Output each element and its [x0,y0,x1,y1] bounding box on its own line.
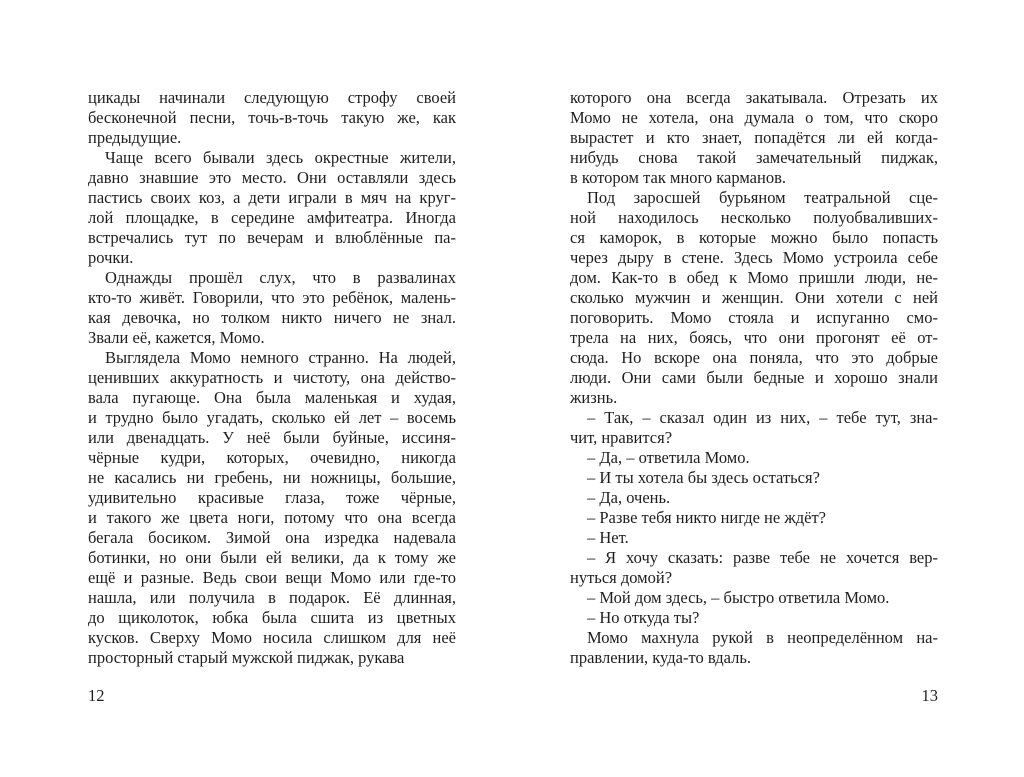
text-line: – И ты хотела бы здесь остаться? [587,468,820,487]
text-line: – Да, – ответила Момо. [587,448,750,467]
text-line: нибудь снова такой замечательный пиджак, [570,148,938,167]
text-line: просторный старый мужской пиджак, рукава [88,648,405,667]
text-line: поговорить. Момо стояла и испуганно смо- [570,308,938,327]
text-line: Однажды прошёл слух, что в развалинах [105,268,456,287]
paragraph [570,488,938,508]
text-line: которого она всегда закатывала. Отрезать их [570,88,938,107]
text-line: дом. Как-то в обед к Момо пришли люди, не- [570,268,938,287]
text-line: ценивших аккуратность и чистоту, она действо- [88,368,456,387]
text-line: чёрные кудри, которых, очевидно, никогда [88,448,456,467]
text-line: Чаще всего бывали здесь окрестные жители, [105,148,456,167]
text-line: вала пугающе. Она была маленькая и худая, [88,388,456,407]
text-line: вырастет и кто знает, попадётся ли ей когда- [570,128,938,147]
text-line: чит, нравится? [570,428,673,447]
text-line: сюда. Но вскоре она поняла, что это добрые [570,348,938,367]
text-line: – Мой дом здесь, – быстро ответила Момо. [587,588,890,607]
text-line: Момо махнула рукой в неопределённом на- [587,628,938,647]
text-line: Выглядела Момо немного странно. На людей, [105,348,456,367]
text-line: Звали её, кажется, Момо. [88,328,265,347]
text-line: – Да, очень. [587,488,671,507]
text-line: люди. Они сами были бедные и хорошо знали [570,368,938,387]
paragraph [570,88,938,188]
paragraph [570,588,938,608]
text-line: через дыру в стене. Здесь Момо устроила себе [570,248,938,267]
text-line: или двенадцать. У неё были буйные, иссиня- [88,428,456,447]
text-line: пастись своих коз, а дети играли в мяч на круг- [88,188,456,207]
text-line: – Так, – сказал один из них, – тебе тут, зна- [587,408,938,427]
text-line: не касались ни гребень, ни ножницы, большие, [88,468,456,487]
text-line: кусков. Сверху Момо носила слишком для неё [88,628,456,647]
page-left-number: 12 [88,686,105,705]
text-line: до щиколоток, юбка была сшита из цветных [88,608,456,627]
text-line: жизнь. [570,388,618,407]
text-line: – Нет. [587,528,629,547]
paragraph [570,548,938,588]
paragraph [570,448,938,468]
page-left-text-column [88,88,456,668]
text-line: бесконечной песни, точь-в-точь такую же, как [88,108,456,127]
text-line: трела на них, боясь, что они прогонят её от- [570,328,938,347]
text-line: ной находилось несколько полуобваливших- [570,208,938,227]
paragraph [570,468,938,488]
text-line: Под заросшей бурьяном театральной сце- [587,188,938,207]
text-line: кто-то живёт. Говорили, что это ребёнок, малень- [88,288,456,307]
text-line: правлении, куда-то вдаль. [570,648,751,667]
text-line: – Я хочу сказать: разве тебе не хочется вер- [587,548,938,567]
text-line: рочки. [88,248,134,267]
text-line: предыдущие. [88,128,182,147]
text-line: встречались тут по вечерам и влюблённые па- [88,228,456,247]
text-line: сколько мужчин и женщин. Они хотели с ней [570,288,938,307]
paragraph [570,608,938,628]
text-line: в котором так много карманов. [570,168,786,187]
text-line: бегала босиком. Зимой она изредка надевала [88,528,456,547]
paragraph [570,628,938,668]
text-line: – Но откуда ты? [587,608,700,627]
text-line: удивительно красивые глаза, тоже чёрные, [88,488,456,507]
page-right-text-column [570,88,938,668]
text-line: и такого же цвета ноги, потому что она всегда [88,508,456,527]
page-right-number: 13 [921,686,938,705]
text-line: кая девочка, но толком никто ничего не знал. [88,308,456,327]
paragraph [88,88,456,148]
paragraph [88,268,456,348]
text-line: Момо не хотела, она думала о том, что скоро [570,108,938,127]
paragraph [88,148,456,268]
paragraph [570,408,938,448]
text-line: нашла, или получила в подарок. Её длинная, [88,588,456,607]
text-line: лой площадке, в середине амфитеатра. Иногда [88,208,456,227]
paragraph [570,188,938,408]
text-line: нуться домой? [570,568,673,587]
text-line: цикады начинали следующую строфу своей [88,88,456,107]
paragraph [88,348,456,668]
text-line: и трудно было угадать, сколько ей лет – восемь [88,408,456,427]
text-line: ботинки, но они были ей велики, да к тому же [88,548,456,567]
text-line: ся каморок, в которые можно было попасть [570,228,938,247]
text-line: ещё и разные. Ведь свои вещи Момо или где-то [88,568,456,587]
text-line: – Разве тебя никто нигде не ждёт? [587,508,826,527]
paragraph [570,528,938,548]
paragraph [570,508,938,528]
text-line: давно знавшие это место. Они оставляли здесь [88,168,456,187]
